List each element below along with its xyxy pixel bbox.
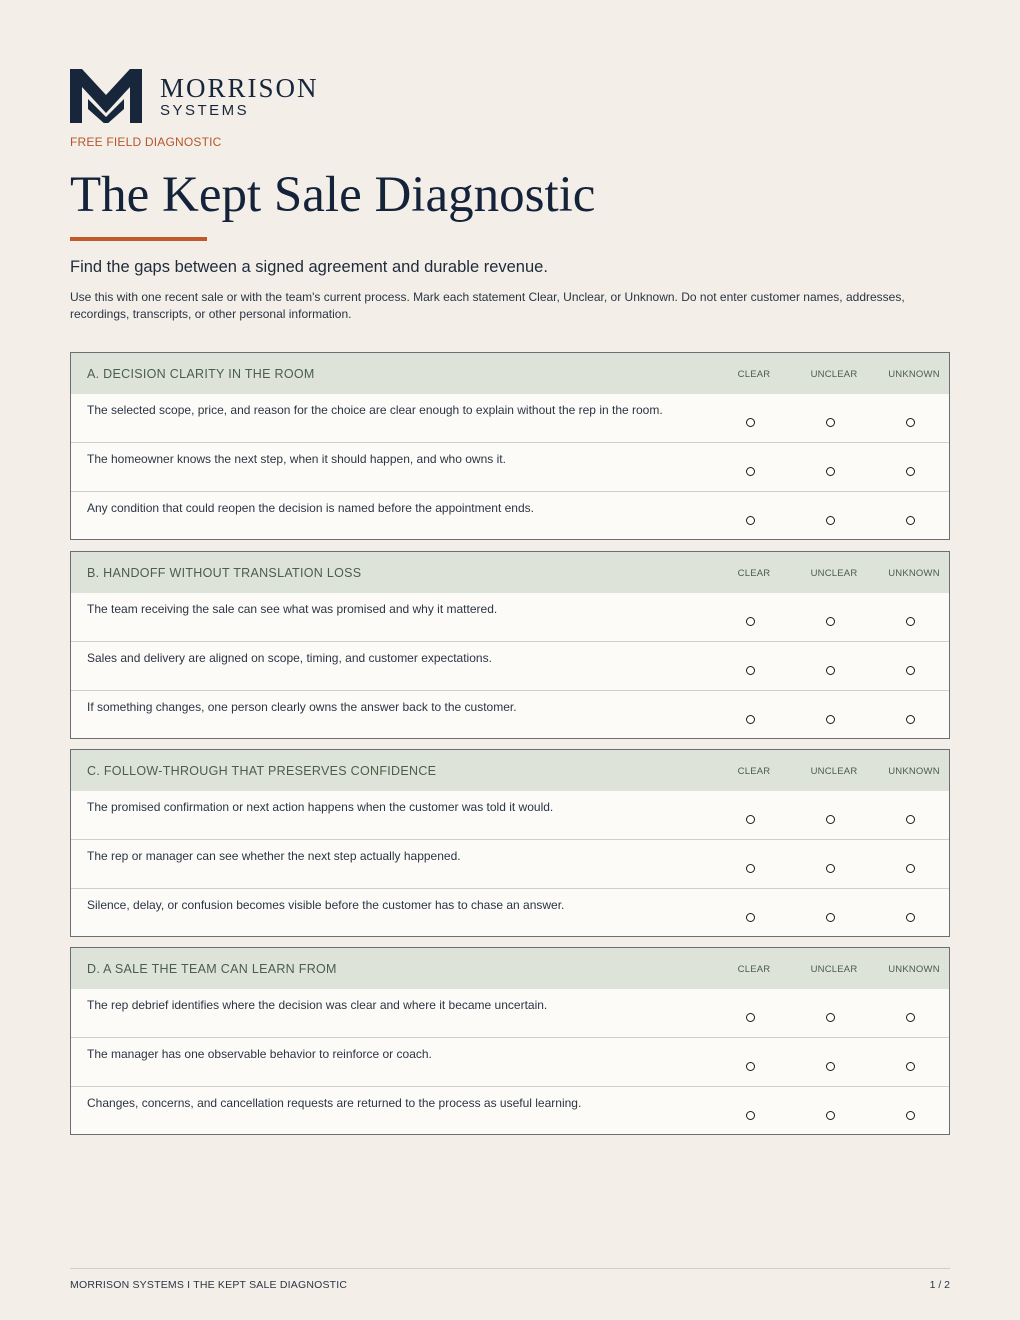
section-title: D. A SALE THE TEAM CAN LEARN FROM [87,961,337,976]
statement-row [71,888,949,936]
footer-divider [70,1268,950,1269]
radio-unknown[interactable] [906,516,915,525]
radio-unclear[interactable] [826,666,835,675]
radio-unclear[interactable] [826,913,835,922]
statement-row [71,394,949,442]
brand-sub: SYSTEMS [160,102,250,119]
diagnostic-section [70,352,950,540]
brand-name: MORRISON [160,73,319,103]
morrison-m-logo-icon [70,69,142,123]
statement-row [71,690,949,738]
radio-unclear[interactable] [826,815,835,824]
intro-text: Use this with one recent sale or with the team's current process. Mark each statement Clear, Unclear, or Unknown. Do not enter customer names, addresses, recordings, transcripts, or other personal information. [70,290,905,321]
statement-row [71,593,949,641]
radio-clear[interactable] [746,864,755,873]
footer-doc-title: MORRISON SYSTEMS I THE KEPT SALE DIAGNOSTIC [70,1279,348,1291]
section-title: A. DECISION CLARITY IN THE ROOM [87,366,315,381]
statement-text: The selected scope, price, and reason for the choice are clear enough to explain without the rep in the room. [87,403,663,417]
radio-unclear[interactable] [826,715,835,724]
statement-row [71,1037,949,1085]
statement-row [71,442,949,490]
column-header-unknown: UNKNOWN [888,766,940,777]
diagnostic-section [70,749,950,937]
statement-row [71,491,949,539]
statement-text: Sales and delivery are aligned on scope, timing, and customer expectations. [87,651,492,666]
radio-unknown[interactable] [906,666,915,675]
section-header [71,353,949,394]
page-title: The Kept Sale Diagnostic [70,167,596,223]
statement-text: The manager has one observable behavior to reinforce or coach. [87,1047,432,1062]
statement-text: Any condition that could reopen the decision is named before the appointment ends. [87,500,534,515]
column-header-clear: CLEAR [737,369,771,380]
statement-row [71,839,949,887]
statement-text: Changes, concerns, and cancellation requests are returned to the process as useful learning. [87,1095,582,1110]
statement-text: If something changes, one person clearly owns the answer back to the customer. [87,699,517,714]
statement-row [71,1086,949,1134]
column-header-unclear: UNCLEAR [810,568,858,579]
radio-clear[interactable] [746,617,755,626]
radio-unclear[interactable] [826,1013,835,1022]
statement-row [71,641,949,689]
column-header-clear: CLEAR [737,766,771,777]
radio-clear[interactable] [746,1062,755,1071]
statement-row [71,791,949,839]
title-accent-rule [70,237,207,241]
radio-unknown[interactable] [906,617,915,626]
column-header-unclear: UNCLEAR [810,964,858,975]
section-title: B. HANDOFF WITHOUT TRANSLATION LOSS [87,565,362,580]
column-header-unclear: UNCLEAR [810,766,858,777]
statement-text: The homeowner knows the next step, when it should happen, and who owns it. [87,452,506,467]
radio-clear[interactable] [746,1111,755,1120]
column-header-unknown: UNKNOWN [888,568,940,579]
column-header-unknown: UNKNOWN [888,964,940,975]
diagnostic-section [70,947,950,1135]
radio-unknown[interactable] [906,864,915,873]
column-header-unknown: UNKNOWN [888,369,940,380]
radio-unclear[interactable] [826,1111,835,1120]
radio-clear[interactable] [746,418,755,427]
radio-clear[interactable] [746,815,755,824]
column-header-clear: CLEAR [737,964,771,975]
radio-clear[interactable] [746,715,755,724]
radio-unclear[interactable] [826,516,835,525]
column-header-unclear: UNCLEAR [810,369,858,380]
radio-unknown[interactable] [906,1111,915,1120]
statement-text: The rep debrief identifies where the decision was clear and where it became uncertain. [87,998,548,1012]
radio-unclear[interactable] [826,418,835,427]
radio-clear[interactable] [746,467,755,476]
radio-unknown[interactable] [906,815,915,824]
radio-clear[interactable] [746,666,755,675]
radio-unclear[interactable] [826,1062,835,1071]
radio-clear[interactable] [746,913,755,922]
radio-unknown[interactable] [906,418,915,427]
statement-text: Silence, delay, or confusion becomes visible before the customer has to chase an answer. [87,897,565,912]
statement-text: The promised confirmation or next action happens when the customer was told it would. [87,800,554,814]
column-header-clear: CLEAR [737,568,771,579]
radio-unknown[interactable] [906,1013,915,1022]
radio-clear[interactable] [746,1013,755,1022]
footer-page-number: 1 / 2 [929,1279,950,1291]
subtitle: Find the gaps between a signed agreement and durable revenue. [70,258,548,276]
radio-unclear[interactable] [826,467,835,476]
radio-unknown[interactable] [906,715,915,724]
eyebrow-label: FREE FIELD DIAGNOSTIC [70,135,222,149]
statement-row [71,989,949,1037]
radio-clear[interactable] [746,516,755,525]
radio-unclear[interactable] [826,617,835,626]
radio-unknown[interactable] [906,467,915,476]
section-header [71,948,949,989]
diagnostic-section [70,551,950,739]
statement-text: The rep or manager can see whether the next step actually happened. [87,849,461,864]
section-header [71,552,949,593]
section-header [71,750,949,791]
radio-unclear[interactable] [826,864,835,873]
statement-text: The team receiving the sale can see what was promised and why it mattered. [87,602,498,616]
radio-unknown[interactable] [906,913,915,922]
section-title: C. FOLLOW-THROUGH THAT PRESERVES CONFIDENCE [87,763,437,778]
brand-logo [70,69,330,125]
radio-unknown[interactable] [906,1062,915,1071]
